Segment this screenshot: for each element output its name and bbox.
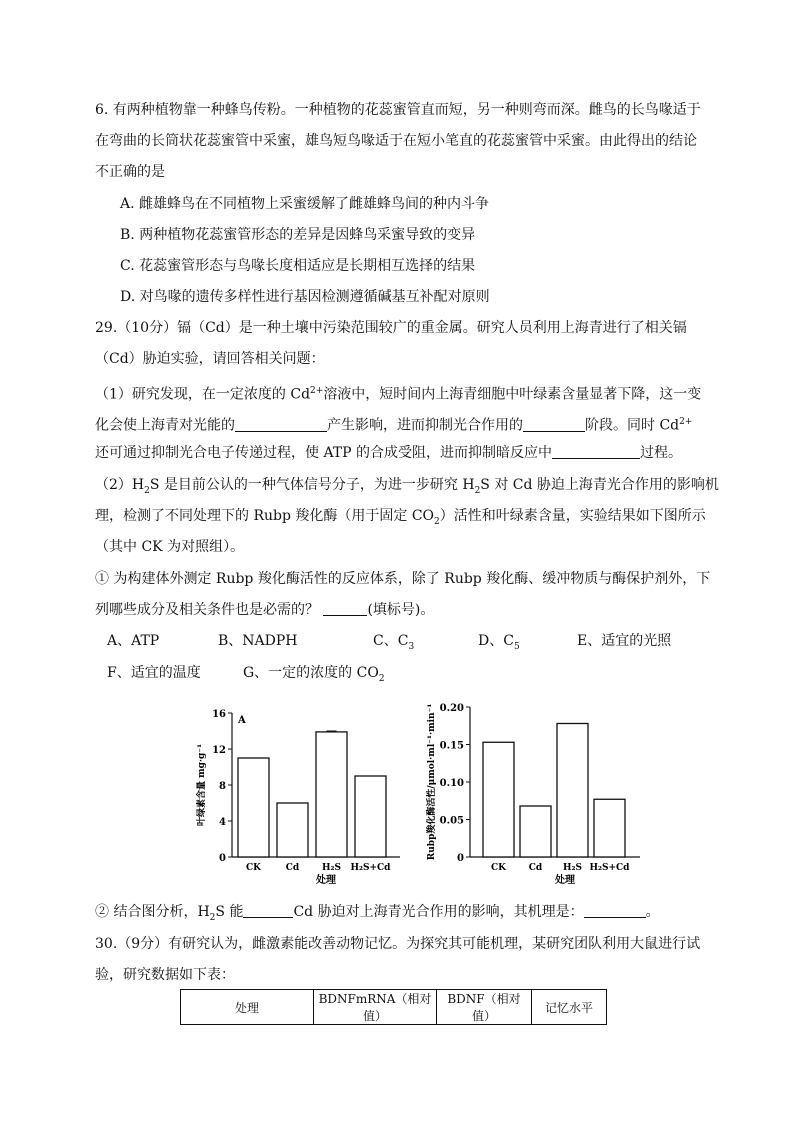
text: ）活性和叶绿素含量，实验结果如下图所示	[439, 508, 706, 524]
y-axis-label: Rubp羧化酶活性/μmol·ml⁻¹·min⁻¹	[427, 703, 437, 861]
q6-option-d: D. 对鸟喙的遗传多样性进行基因检测遵循碱基互补配对原则	[120, 289, 490, 305]
y-tick-label: 0.10	[439, 778, 464, 789]
q29-sub1-line1: ① 为构建体外测定 Rubp 羧化酶活性的反应体系，除了 Rubp 羧化酶、缓冲物质与酶保护剂外，下	[95, 571, 711, 587]
x-tick-label: CK	[246, 863, 261, 873]
q6-option-a: A. 雌雄蜂鸟在不同植物上采蜜缓解了雌雄蜂鸟间的种内斗争	[120, 196, 490, 212]
subscript: 5	[513, 641, 520, 652]
text: 理，检测了不同处理下的 Rubp 羧化酶（用于固定 CO	[95, 508, 435, 524]
answer-blank[interactable]	[584, 903, 646, 918]
y-tick-label: 12	[212, 745, 226, 756]
x-tick-label: H₂S	[322, 863, 341, 873]
bar-cd	[520, 806, 551, 857]
choice-e: E、适宜的光照	[577, 633, 672, 649]
choice-a: A、ATP	[107, 633, 160, 649]
text: 列哪些成分及相关条件也是必需的？	[95, 602, 319, 618]
text: 。	[645, 904, 660, 920]
text: 过程。	[640, 445, 683, 461]
bar-h2s-plus-cd	[355, 776, 386, 857]
y-tick-label: 0.20	[439, 703, 464, 714]
q29-part2-line1	[95, 475, 719, 501]
answer-blank[interactable]	[243, 903, 293, 918]
text: 溶液中，短时间内上海青细胞中叶绿素含量显著下降，这一变	[323, 386, 702, 403]
q29-part2-line3: （其中 CK 为对照组）。	[95, 539, 245, 555]
y-tick-label: 0	[457, 853, 464, 864]
table-header-cell: 记忆水平	[532, 990, 607, 1025]
text: （2）H	[95, 477, 145, 493]
subscript: 2	[474, 485, 481, 496]
y-tick-label: 0.05	[439, 815, 464, 827]
text: 还可通过抑制光合电子传递过程，使 ATP 的合成受阻，进而抑制暗反应中	[95, 445, 553, 461]
choice-g	[243, 663, 385, 689]
text: S 是目前公认的一种气体信号分子，为进一步研究 H	[149, 477, 475, 493]
table-header-cell: 处理	[181, 990, 314, 1025]
q30-stem-line1: 30.（9分）有研究认为，雌激素能改善动物记忆。为探究其可能机理，某研究团队利用大鼠进行试	[95, 936, 701, 952]
text: C、C	[373, 633, 409, 649]
bar-ck	[483, 742, 514, 857]
q29-sub2-line	[95, 902, 660, 928]
superscript: 2+	[679, 417, 693, 427]
subscript: 2	[378, 673, 385, 684]
chart-rubp-activity-svg	[420, 700, 645, 890]
subscript: 2	[434, 516, 440, 527]
text: G、一定的浓度的 CO	[243, 665, 379, 681]
text: (填标号)。	[367, 602, 435, 618]
q30-table	[180, 989, 607, 1025]
q29-part1-line3	[95, 443, 682, 463]
table-header-cell: BDNF（相对值）	[437, 990, 532, 1025]
x-tick-label: CK	[491, 863, 506, 873]
choice-f: F、适宜的温度	[107, 665, 201, 681]
choice-b: B、NADPH	[218, 633, 298, 649]
bar-h2s-plus-cd	[594, 799, 625, 857]
x-tick-label: H₂S	[563, 863, 582, 873]
x-axis-label: 处理	[555, 875, 575, 886]
choice-c	[373, 631, 414, 657]
y-tick-label: 0.15	[439, 740, 464, 752]
q29-part2-line2	[95, 506, 706, 532]
text: 阶段。同时 Cd	[585, 417, 680, 434]
y-axis-label: 叶绿素含量 mg·g⁻¹	[197, 743, 207, 827]
x-tick-label: Cd	[528, 863, 543, 873]
q29-part1-line1	[95, 381, 701, 405]
text: D、C	[478, 633, 514, 649]
x-tick-label: Cd	[285, 863, 300, 873]
subscript: 2	[209, 912, 216, 923]
answer-blank[interactable]	[552, 444, 640, 459]
x-tick-label: H₂S+Cd	[589, 863, 630, 873]
chart-chlorophyll	[190, 700, 405, 894]
superscript: 2+	[310, 386, 324, 396]
text: （1）研究发现，在一定浓度的 Cd	[95, 386, 311, 403]
answer-blank[interactable]	[323, 601, 367, 616]
q6-stem-line3: 不正确的是	[95, 164, 165, 180]
table-header-row	[181, 990, 607, 1025]
q29-sub1-line2	[95, 600, 434, 620]
subscript: 3	[408, 641, 415, 652]
bar-ck	[238, 758, 269, 857]
chart-rubp-activity	[420, 700, 645, 894]
panel-label: A	[238, 715, 246, 726]
q6-stem-line2: 在弯曲的长筒状花蕊蜜管中采蜜，雄鸟短鸟喙适于在短小笔直的花蕊蜜管中采蜜。由此得出的结论	[95, 133, 697, 149]
bar-cd	[277, 803, 308, 857]
q29-part1-line2	[95, 412, 692, 436]
text: Cd 胁迫对上海青光合作用的影响，其机理是：	[293, 904, 584, 920]
y-tick-label: 16	[212, 709, 226, 720]
bar-h2s	[316, 732, 347, 857]
y-tick-label: 8	[219, 781, 226, 792]
q29-stem-line1: 29.（10分）镉（Cd）是一种土壤中污染范围较广的重金属。研究人员利用上海青进行了相关镉	[95, 320, 687, 336]
q29-stem-line2: （Cd）胁迫实验，请回答相关问题：	[95, 351, 325, 367]
text: S 对 Cd 胁迫上海青光合作用的影响机	[480, 477, 719, 493]
chart-chlorophyll-svg	[190, 700, 405, 890]
q6-option-c: C. 花蕊蜜管形态与鸟喙长度相适应是长期相互选择的结果	[120, 258, 476, 274]
table-header-cell: BDNFmRNA（相对值）	[314, 990, 437, 1025]
answer-blank[interactable]	[235, 417, 327, 432]
y-tick-label: 0	[219, 853, 226, 864]
q30-stem-line2: 验，研究数据如下表：	[95, 967, 235, 983]
text: ② 结合图分析，H	[95, 904, 210, 920]
y-tick-label: 4	[219, 817, 226, 828]
text: 产生影响，进而抑制光合作用的	[327, 417, 523, 434]
subscript: 2	[144, 485, 150, 496]
q6-stem-line1: 6. 有两种植物靠一种蜂鸟传粉。一种植物的花蕊蜜管直而短，另一种则弯而深。雌鸟的长鸟喙适于	[95, 102, 701, 118]
x-tick-label: H₂S+Cd	[350, 863, 391, 873]
text: 化会使上海青对光能的	[95, 417, 235, 434]
q6-option-b: B. 两种植物花蕊蜜管形态的差异是因蜂鸟采蜜导致的变异	[120, 227, 476, 243]
x-axis-label: 处理	[316, 875, 336, 886]
choice-d	[478, 631, 520, 657]
answer-blank[interactable]	[523, 417, 585, 432]
bar-h2s	[557, 724, 588, 858]
text: S 能	[215, 904, 244, 920]
